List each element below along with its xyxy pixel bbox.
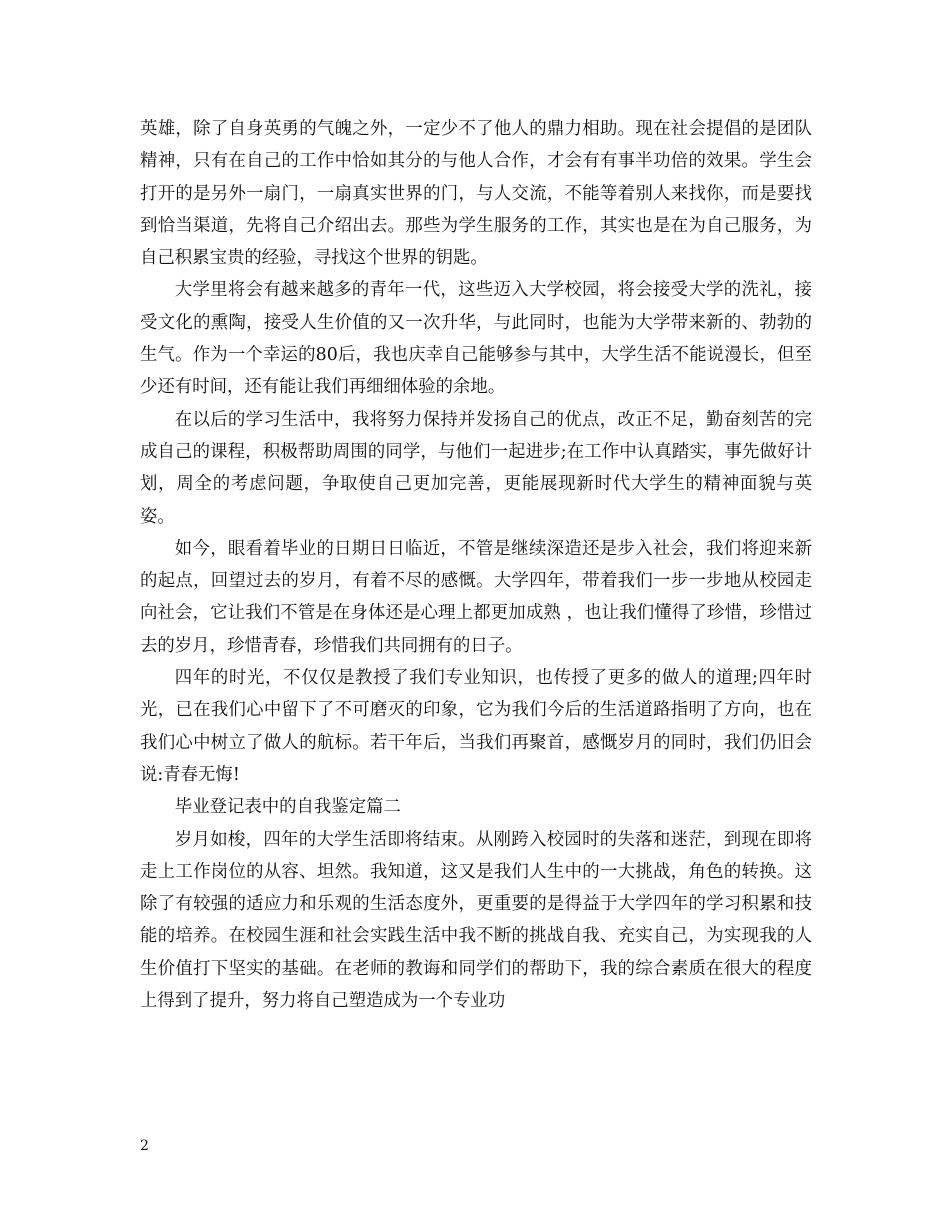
paragraph-3: 在以后的学习生活中，我将努力保持并发扬自己的优点，改正不足，勤奋刻苦的完成自己的课程，积极帮助周围的同学，与他们一起进步;在工作中认真踏实，事先做好计划，周全的考虑问题，争取使自己更加完善，更能展现新时代大学生的精神面貌与英姿。 (140, 409, 812, 527)
paragraph-1: 英雄，除了自身英勇的气魄之外，一定少不了他人的鼎力相助。现在社会提倡的是团队精神，只有在自己的工作中恰如其分的与他人合作，才会有有事半功倍的效果。学生会打开的是另外一扇门，一扇真实世界的门，与人交流，不能等着别人来找你，而是要找到恰当渠道，先将自己介绍出去。那些为学生服务的工作，其实也是在为自己服务，为自己积累宝贵的经验，寻找这个世界的钥匙。 (140, 119, 812, 269)
paragraph-4: 如今，眼看着毕业的日期日日临近，不管是继续深造还是步入社会，我们将迎来新的起点，回望过去的岁月，有着不尽的感慨。大学四年，带着我们一步一步地从校园走向社会，它让我们不管是在身体还是心理上都更加成熟 ，也让我们懂得了珍惜，珍惜过去的岁月，珍惜青春，珍惜我们共同拥有的日子。 (140, 538, 812, 656)
paragraph-5: 四年的时光，不仅仅是教授了我们专业知识，也传授了更多的做人的道理;四年时光，已在我们心中留下了不可磨灭的印象，它为我们今后的生活道路指明了方向，也在我们心中树立了做人的航标。若干年后，当我们再聚首，感慨岁月的同时，我们仍旧会说:青春无悔! (140, 668, 812, 785)
page-number: 2 (140, 1138, 149, 1154)
document-body (140, 113, 812, 1017)
paragraph-2: 大学里将会有越来越多的青年一代，这些迈入大学校园，将会接受大学的洗礼，接受文化的熏陶，接受人生价值的又一次升华，与此同时，也能为大学带来新的、勃勃的生气。作为一个幸运的80后，我也庆幸自己能够参与其中，大学生活不能说漫长，但至少还有时间，还有能让我们再细细体验的余地。 (140, 280, 812, 398)
section-heading: 毕业登记表中的自我鉴定篇二 (174, 797, 401, 818)
paragraph-6: 岁月如梭，四年的大学生活即将结束。从刚跨入校园时的失落和迷茫，到现在即将走上工作岗位的从容、坦然。我知道，这又是我们人生中的一大挑战，角色的转换。这除了有较强的适应力和乐观的生活态度外，更重要的是得益于大学四年的学习积累和技能的培养。在校园生涯和社会实践生活中我不断的挑战自我、充实自己，为实现我的人生价值打下坚实的基础。在老师的教诲和同学们的帮助下，我的综合素质在很大的程度上得到了提升，努力将自己塑造成为一个专业功 (140, 829, 812, 1012)
